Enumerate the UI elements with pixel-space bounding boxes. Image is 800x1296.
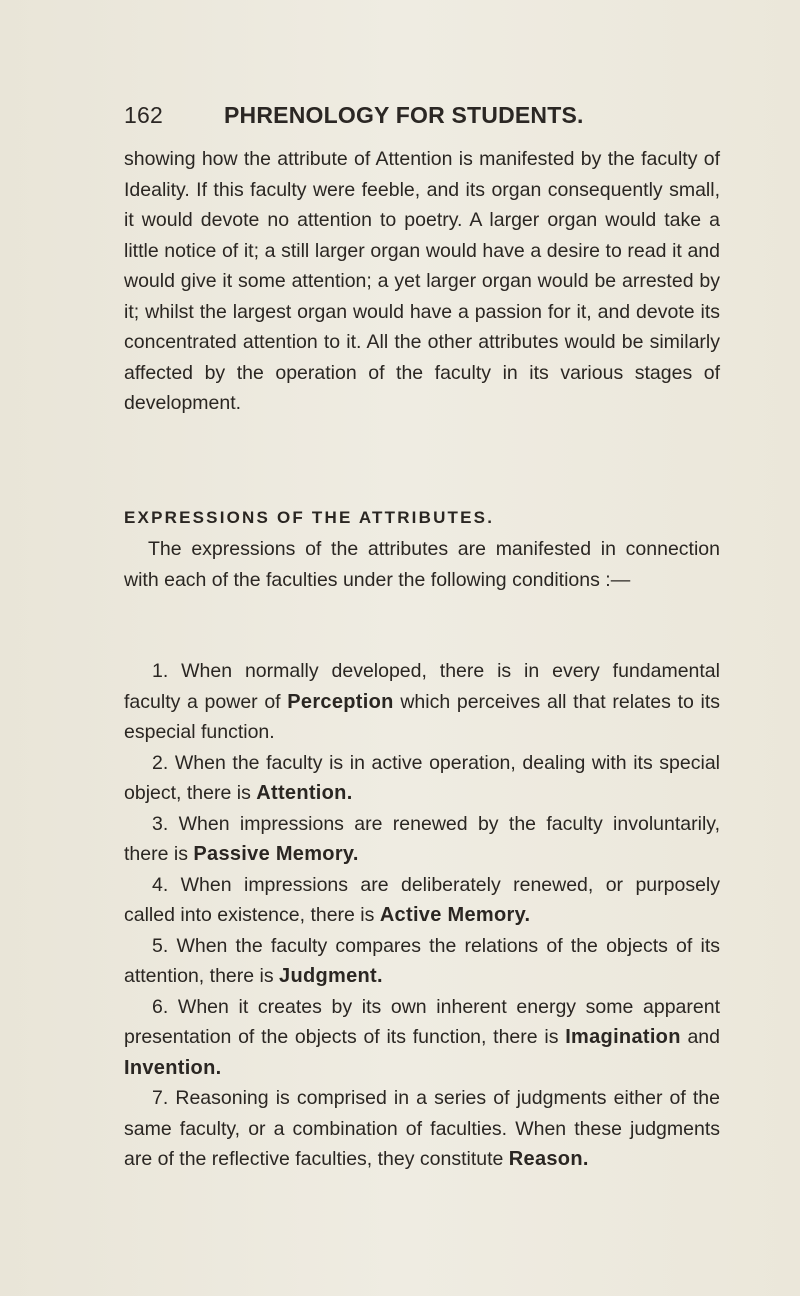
item-text-post: and	[680, 1026, 720, 1048]
item-text: 7. Reasoning is comprised in a series of judgments either of the same faculty, or a combination of faculties. When these judgments are of the reflective faculties, they constitute	[124, 1087, 720, 1170]
item-term: Judgment.	[279, 965, 383, 987]
list-item	[124, 931, 720, 992]
item-term: Imagination	[565, 1026, 681, 1048]
item-term: Passive Memory.	[193, 843, 359, 865]
page-number: 162	[124, 102, 163, 128]
paragraph-text: showing how the attribute of Attention is manifested by the faculty of Ideality. If this faculty were feeble, and its organ consequently small, it would devote no attention to poetry. A larger organ would take a little notice of it; a still larger organ would have a desire to read it and would give it some attention; a yet larger organ would be arrested by it; whilst the largest organ would have a passion for it, and devote its concentrated attention to it. All the other attributes would be similarly affected by the operation of the faculty in its various stages of development.	[124, 148, 720, 414]
list-item	[124, 1083, 720, 1175]
section-heading: EXPRESSIONS OF THE ATTRIBUTES.	[124, 508, 495, 527]
item-term: Attention.	[256, 782, 353, 804]
intro-text: The expressions of the attributes are manifested in connection with each of the faculties under the following conditions :—	[124, 538, 720, 591]
list-item	[124, 992, 720, 1084]
running-header	[124, 102, 584, 129]
item-text: 5. When the faculty compares the relations of the objects of its attention, there is	[124, 934, 720, 987]
item-term: Reason.	[508, 1148, 589, 1170]
running-title: PHRENOLOGY FOR STUDENTS.	[224, 102, 584, 128]
item-text-post: which perceives all that relates to its especial function.	[124, 690, 721, 743]
list-item	[124, 656, 720, 748]
item-term-2: Invention.	[124, 1056, 222, 1079]
intro-paragraph	[124, 534, 720, 595]
item-term: Active Memory.	[379, 904, 531, 926]
item-text: 6. When it creates by its own inherent energy some apparent presentation of the objects of its function, there is	[124, 995, 720, 1048]
item-text: 1. When normally developed, there is in every fundamental faculty a power of	[124, 660, 720, 713]
list-item	[124, 870, 720, 931]
list-item	[124, 748, 720, 809]
item-text: 3. When impressions are renewed by the faculty involuntarily, there is	[124, 812, 720, 865]
body-paragraph-1	[124, 144, 720, 419]
list-item	[124, 809, 720, 870]
item-text: 4. When impressions are deliberately renewed, or purposely called into existence, there is	[124, 873, 720, 926]
item-text: 2. When the faculty is in active operation, dealing with its special object, there is	[124, 751, 720, 804]
item-term: Perception	[287, 690, 394, 713]
conditions-list	[124, 656, 720, 1175]
